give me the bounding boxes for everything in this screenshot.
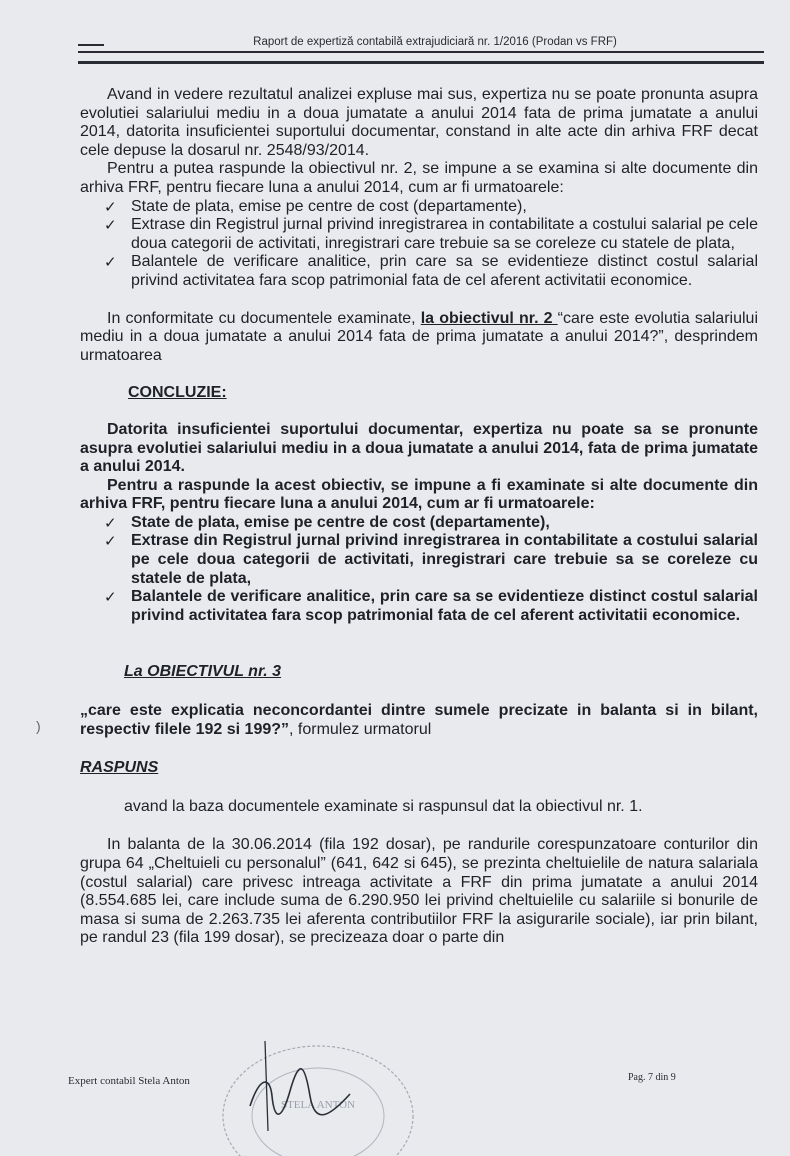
list-item: ✓ State de plata, emise pe centre de cost (departamente), xyxy=(104,197,527,216)
check-mark-icon: ✓ xyxy=(104,216,117,235)
check-mark-icon: ✓ xyxy=(104,588,117,607)
conclusion-heading: CONCLUZIE: xyxy=(128,384,227,402)
stamp-text: STELA ANTON xyxy=(280,1099,356,1111)
paragraph-conformity: In conformitate cu documentele examinate, la obiectivul nr. 2 “care este evolutia salariului mediu in a doua jumatate a anului 2014 fata de prima jumatate a anului 2014?”, desprindem urmatoarea xyxy=(80,309,758,364)
objective-3-heading: La OBIECTIVUL nr. 3 xyxy=(124,663,282,681)
check-mark-icon: ✓ xyxy=(104,532,117,551)
footer-expert-name: Expert contabil Stela Anton xyxy=(68,1075,190,1087)
check-mark-icon: ✓ xyxy=(104,197,117,216)
paragraph-balance-explanation: In balanta de la 30.06.2014 (fila 192 dosar), pe randurile corespunzatoare conturilor din grupa 64 „Cheltuieli cu personalul” (641, 642 si 645), se prezinta cheltuielile de natura salariala (costul salarial) care privesc intreaga activitate a FRF din prima jumatate a anului 2014 (8.554.685 lei, care include suma de 6.290.950 lei privind cheltuielile cu salariile si bonurile de masa si suma de 2.263.735 lei aferenta contributiilor FRF la asigurarile sociale), iar prin bilant, pe randul 23 (fila 199 dosar), se precizeaza doar o parte din xyxy=(80,836,758,947)
list-item: ✓ State de plata, emise pe centre de cost (departamente), xyxy=(104,513,550,532)
conclusion-documents-list xyxy=(80,514,758,626)
running-header: Raport de expertiză contabilă extrajudiciară nr. 1/2016 (Prodan vs FRF) xyxy=(253,36,617,48)
paragraph-requirement: Pentru a putea raspunde la obiectivul nr. 2, se impune a se examina si alte documente din arhiva FRF, pentru fiecare luna a anului 2014, cum ar fi urmatoarele: xyxy=(80,160,758,196)
report-body xyxy=(80,86,758,948)
paragraph-analysis: Avand in vedere rezultatul analizei expluse mai sus, expertiza nu se poate pronunta asupra evolutiei salariului mediu in a doua jumatate a anului 2014 fata de prima jumatate a anului 2014, datorita insuficientei suportului documentar, constand in alte acte din arhiva FRF decat cele depuse la dosarul nr. 2548/93/2014. xyxy=(80,86,758,159)
header-rule-thin xyxy=(78,51,764,53)
footer-page-number: Pag. 7 din 9 xyxy=(628,1072,676,1083)
list-item: ✓ Extrase din Registrul jurnal privind inregistrarea in contabilitate a costului salarial pe cele doua categorii de activitati, inregistrari care trebuie sa se coreleze cu statele de plata, xyxy=(104,532,758,587)
stamp-signature-icon xyxy=(210,1036,420,1156)
objective-2-reference: la obiectivul nr. 2 xyxy=(420,309,558,327)
objective-3-question: „care este explicatia neconcordantei dintre sumele precizate in balanta si in bilant, respectiv filele 192 si 199?”, formulez urmatorul xyxy=(80,702,758,738)
check-mark-icon: ✓ xyxy=(104,253,117,272)
margin-mark: ) xyxy=(36,718,41,734)
list-item: ✓ Balantele de verificare analitice, prin care sa se evidentieze distinct costul salarial privind activitatea fara scop patrimonial fata de cel aferent activitatii economice. xyxy=(104,588,758,624)
paragraph-answer-basis: avand la baza documentele examinate si raspunsul dat la obiectivul nr. 1. xyxy=(124,797,643,815)
answer-heading: RASPUNS xyxy=(80,759,159,777)
header-rule-thick xyxy=(78,61,764,64)
check-mark-icon: ✓ xyxy=(104,513,117,532)
paragraph-conclusion-requirement: Pentru a raspunde la acest obiectiv, se impune a fi examinate si alte documente din arhiva FRF, pentru fiecare luna a anului 2014, cum ar fi urmatoarele: xyxy=(80,476,758,513)
list-item: ✓ Extrase din Registrul jurnal privind inregistrarea in contabilitate a costului salarial pe cele doua categorii de activitati, inregistrari care trebuie sa se coreleze cu statele de plata, xyxy=(104,216,758,252)
list-item: ✓ Balantele de verificare analitice, prin care sa se evidentieze distinct costul salarial privind activitatea fara scop patrimonial fata de cel aferent activitatii economice. xyxy=(104,253,758,289)
paragraph-conclusion: Datorita insuficientei suportului documentar, expertiza nu poate sa se pronunte asupra evolutiei salariului mediu in a doua jumatate a anului 2014, fata de prima jumatate a anului 2014. xyxy=(80,420,758,476)
documents-list xyxy=(80,198,758,291)
